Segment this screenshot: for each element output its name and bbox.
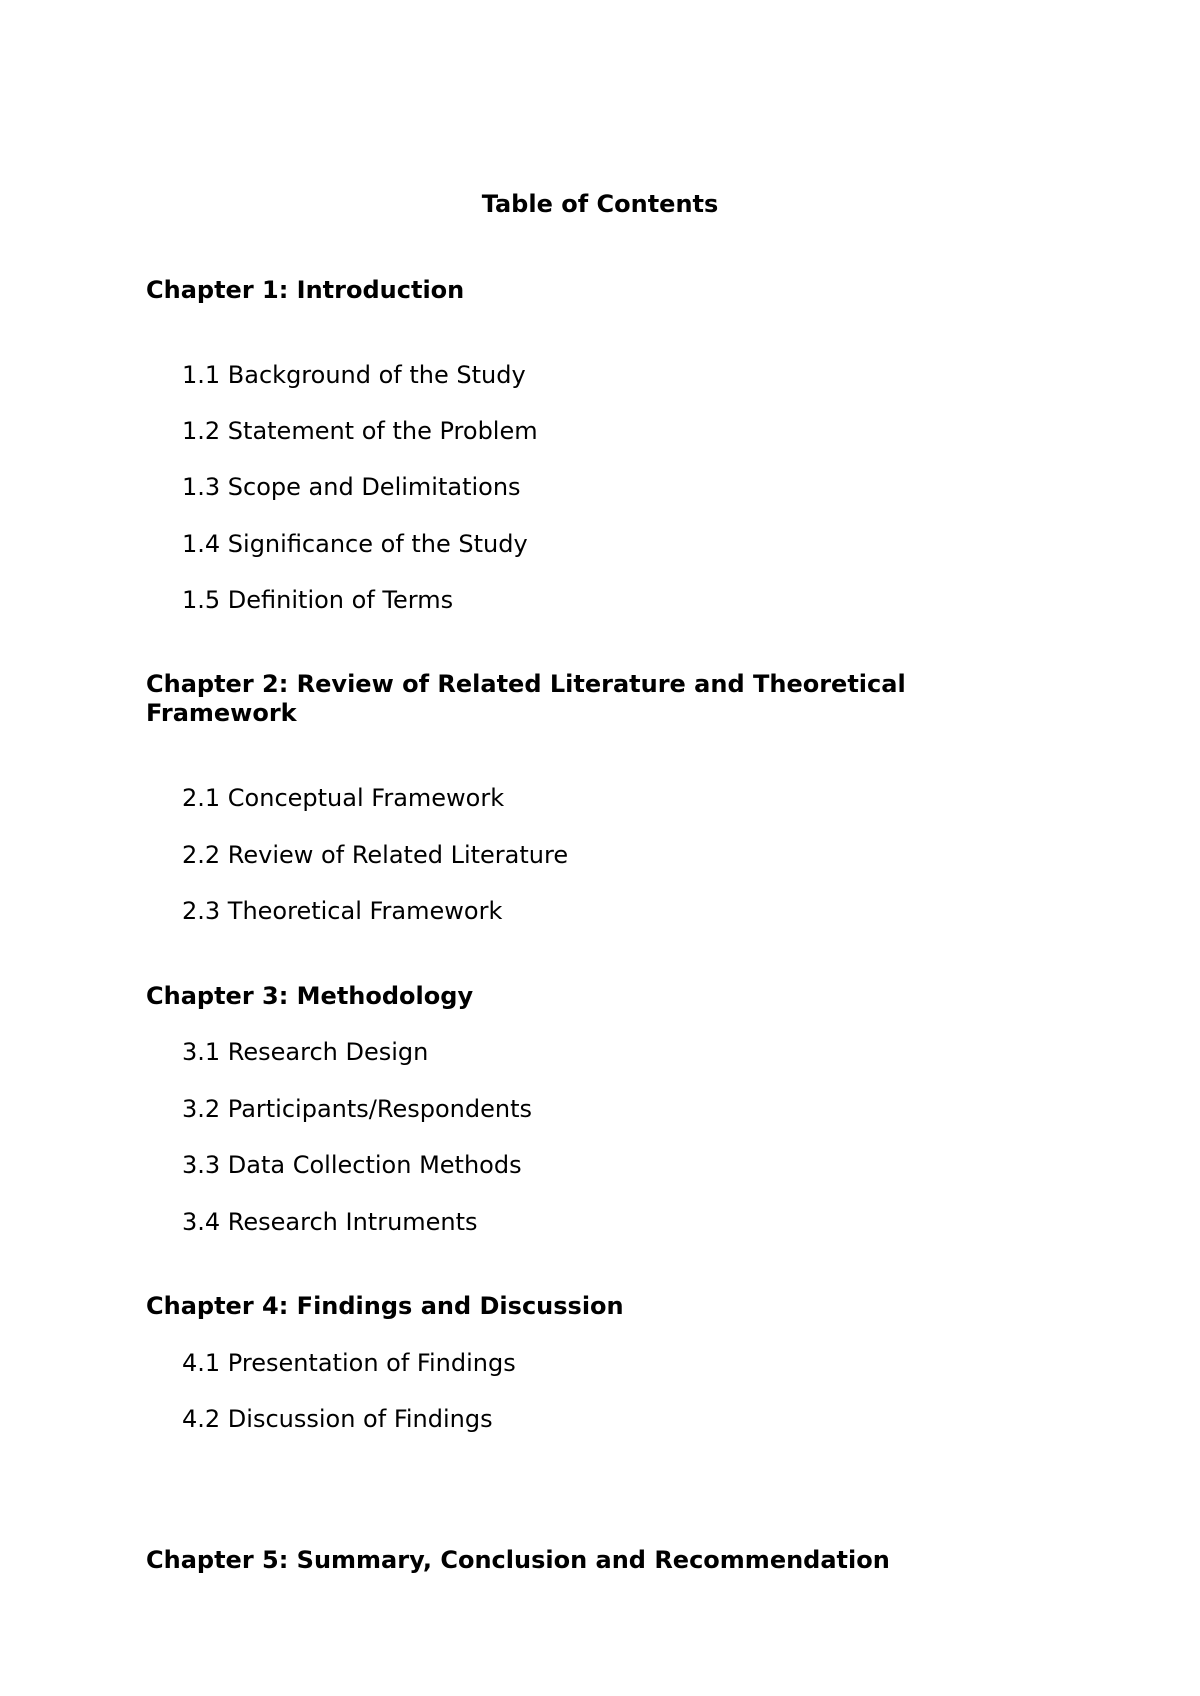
toc-entry-1-5: 1.5 Definition of Terms bbox=[182, 586, 454, 614]
chapter-1-heading: Chapter 1: Introduction bbox=[146, 276, 465, 304]
toc-entry-3-2: 3.2 Participants/Respondents bbox=[182, 1095, 532, 1123]
chapter-2-heading: Chapter 2: Review of Related Literature and Theoretical Framework bbox=[146, 670, 906, 727]
toc-entry-2-2: 2.2 Review of Related Literature bbox=[182, 841, 569, 869]
page-title: Table of Contents bbox=[481, 190, 719, 218]
toc-entry-2-3: 2.3 Theoretical Framework bbox=[182, 897, 503, 925]
toc-entry-3-4: 3.4 Research Intruments bbox=[182, 1208, 478, 1236]
toc-entry-2-1: 2.1 Conceptual Framework bbox=[182, 784, 505, 812]
toc-entry-1-3: 1.3 Scope and Delimitations bbox=[182, 473, 521, 501]
toc-entry-1-2: 1.2 Statement of the Problem bbox=[182, 417, 538, 445]
toc-entry-1-1: 1.1 Background of the Study bbox=[182, 361, 526, 389]
toc-entry-3-1: 3.1 Research Design bbox=[182, 1038, 429, 1066]
toc-entry-3-3: 3.3 Data Collection Methods bbox=[182, 1151, 522, 1179]
toc-entry-1-4: 1.4 Significance of the Study bbox=[182, 530, 528, 558]
toc-entry-4-2: 4.2 Discussion of Findings bbox=[182, 1405, 493, 1433]
toc-entry-4-1: 4.1 Presentation of Findings bbox=[182, 1349, 516, 1377]
chapter-3-heading: Chapter 3: Methodology bbox=[146, 982, 474, 1010]
chapter-4-heading: Chapter 4: Findings and Discussion bbox=[146, 1292, 624, 1320]
chapter-5-heading: Chapter 5: Summary, Conclusion and Recommendation bbox=[146, 1546, 890, 1574]
